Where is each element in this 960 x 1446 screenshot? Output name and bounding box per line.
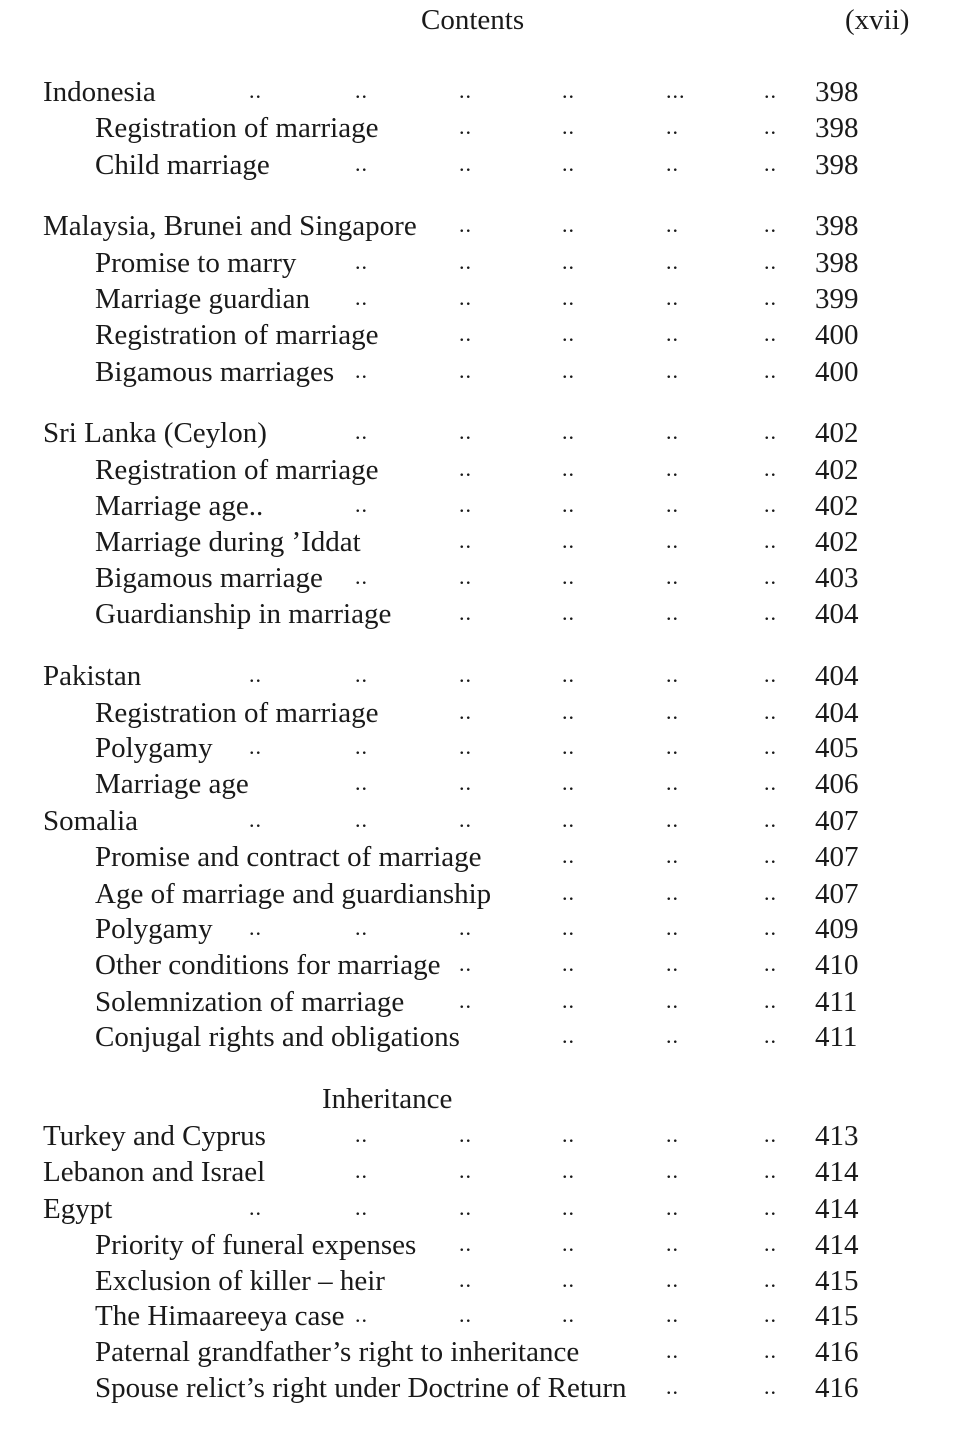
leader-dots: ..	[562, 600, 575, 625]
leader-dots: ..	[666, 492, 679, 517]
toc-entry-label: Polygamy	[95, 913, 213, 945]
toc-entry-label: Promise and contract of marriage	[95, 841, 482, 873]
toc-subentry	[0, 283, 960, 319]
leader-dots: ..	[459, 600, 472, 625]
leader-dots: ..	[459, 1158, 472, 1183]
toc-entry-label: Promise to marry	[95, 247, 297, 279]
leader-dots: ..	[459, 456, 472, 481]
leader-dots: ..	[355, 734, 368, 759]
toc-subentry	[0, 598, 960, 634]
leader-dots: ..	[666, 1023, 679, 1048]
toc-entry-label: Solemnization of marriage	[95, 986, 405, 1018]
toc-entry-page: 410	[815, 949, 859, 981]
leader-dots: ..	[562, 1195, 575, 1220]
toc-subentry	[0, 986, 960, 1022]
leader-dots: ..	[249, 78, 262, 103]
leader-dots: ..	[562, 662, 575, 687]
leader-dots: ..	[764, 988, 777, 1013]
toc-entry-page: 403	[815, 562, 859, 594]
toc-entry-page: 407	[815, 878, 859, 910]
leader-dots: ..	[764, 600, 777, 625]
leader-dots: ..	[764, 880, 777, 905]
leader-dots: ..	[764, 249, 777, 274]
leader-dots: ..	[459, 78, 472, 103]
leader-dots: ..	[562, 151, 575, 176]
leader-dots: ..	[666, 212, 679, 237]
toc-entry	[0, 76, 960, 112]
leader-dots: ..	[666, 564, 679, 589]
toc-subentry	[0, 356, 960, 392]
leader-dots: ..	[355, 662, 368, 687]
toc-entry-page: 409	[815, 913, 859, 945]
toc-entry	[0, 1120, 960, 1156]
toc-entry-page: 400	[815, 356, 859, 388]
leader-dots: ..	[764, 770, 777, 795]
leader-dots: ..	[666, 770, 679, 795]
toc-entry-label: Marriage during ’Iddat	[95, 526, 361, 558]
toc-entry-page: 415	[815, 1300, 859, 1332]
leader-dots: ..	[666, 988, 679, 1013]
leader-dots: ..	[666, 734, 679, 759]
leader-dots: ..	[562, 1122, 575, 1147]
leader-dots: ..	[764, 528, 777, 553]
toc-entry-page: 411	[815, 986, 858, 1018]
leader-dots: ..	[764, 212, 777, 237]
leader-dots: ..	[459, 1267, 472, 1292]
leader-dots: ..	[562, 734, 575, 759]
toc-entry-label: Marriage age..	[95, 490, 264, 522]
toc-subentry	[0, 732, 960, 768]
leader-dots: ..	[459, 734, 472, 759]
leader-dots: ..	[764, 358, 777, 383]
leader-dots: ..	[355, 1302, 368, 1327]
toc-entry-label: Lebanon and Israel	[43, 1156, 266, 1188]
toc-entry-label: Polygamy	[95, 732, 213, 764]
leader-dots: ..	[764, 151, 777, 176]
leader-dots: ..	[666, 807, 679, 832]
toc-entry-label: Other conditions for marriage	[95, 949, 441, 981]
leader-dots: ..	[249, 734, 262, 759]
leader-dots: ..	[355, 807, 368, 832]
leader-dots: ..	[459, 1122, 472, 1147]
leader-dots: ..	[249, 662, 262, 687]
toc-subentry	[0, 1300, 960, 1336]
leader-dots: ..	[459, 114, 472, 139]
leader-dots: ..	[764, 285, 777, 310]
page-header	[0, 0, 960, 40]
toc-subentry	[0, 1372, 960, 1408]
leader-dots: ..	[666, 249, 679, 274]
leader-dots: ..	[666, 699, 679, 724]
toc-entry-page: 414	[815, 1193, 859, 1225]
leader-dots: ..	[764, 492, 777, 517]
leader-dots: ..	[764, 419, 777, 444]
leader-dots: ..	[562, 1267, 575, 1292]
leader-dots: ..	[666, 1374, 679, 1399]
leader-dots: ..	[459, 915, 472, 940]
leader-dots: ..	[666, 1267, 679, 1292]
page-number: (xvii)	[845, 4, 910, 36]
toc-entry-label: Spouse relict’s right under Doctrine of Return	[95, 1372, 627, 1404]
leader-dots: ..	[249, 807, 262, 832]
leader-dots: ..	[764, 843, 777, 868]
toc-subentry	[0, 490, 960, 526]
leader-dots: ..	[355, 915, 368, 940]
toc-entry-label: Bigamous marriage	[95, 562, 323, 594]
leader-dots: ..	[666, 321, 679, 346]
toc-entry-label: Marriage age	[95, 768, 249, 800]
leader-dots: ..	[355, 1195, 368, 1220]
toc-subentry	[0, 878, 960, 914]
toc-entry-page: 416	[815, 1336, 859, 1368]
leader-dots: ..	[764, 1231, 777, 1256]
section-heading-inheritance: Inheritance	[322, 1083, 453, 1115]
leader-dots: ..	[764, 951, 777, 976]
leader-dots: ..	[459, 249, 472, 274]
leader-dots: ..	[459, 419, 472, 444]
leader-dots: ..	[562, 249, 575, 274]
leader-dots: ..	[562, 528, 575, 553]
leader-dots: ..	[764, 662, 777, 687]
leader-dots: ..	[764, 915, 777, 940]
leader-dots: ..	[764, 807, 777, 832]
toc-entry-label: Child marriage	[95, 149, 270, 181]
toc-subentry	[0, 768, 960, 804]
toc-entry-page: 398	[815, 210, 859, 242]
toc-subentry	[0, 247, 960, 283]
toc-entry-label: Priority of funeral expenses	[95, 1229, 417, 1261]
leader-dots: ..	[764, 456, 777, 481]
leader-dots: ..	[459, 699, 472, 724]
toc-entry-label: Somalia	[43, 805, 139, 837]
toc-entry	[0, 805, 960, 841]
leader-dots: ..	[459, 212, 472, 237]
toc-subentry	[0, 1021, 960, 1057]
leader-dots: ..	[459, 358, 472, 383]
toc-entry-page: 414	[815, 1229, 859, 1261]
leader-dots: ..	[666, 419, 679, 444]
leader-dots: ..	[764, 78, 777, 103]
leader-dots: ..	[666, 662, 679, 687]
toc-entry	[0, 1193, 960, 1229]
toc-entry-page: 402	[815, 526, 859, 558]
toc-entry	[0, 210, 960, 246]
leader-dots: ..	[562, 951, 575, 976]
toc-subentry	[0, 949, 960, 985]
leader-dots: ..	[764, 1374, 777, 1399]
toc-entry-page: 414	[815, 1156, 859, 1188]
leader-dots: ..	[459, 1302, 472, 1327]
leader-dots: ..	[666, 456, 679, 481]
toc-entry-label: Guardianship in marriage	[95, 598, 392, 630]
toc-entry-label: Egypt	[43, 1193, 113, 1225]
toc-entry-label: Conjugal rights and obligations	[95, 1021, 460, 1053]
toc-entry	[0, 660, 960, 696]
leader-dots: ..	[764, 734, 777, 759]
toc-entry-label: The Himaareeya case	[95, 1300, 345, 1332]
leader-dots: ..	[459, 151, 472, 176]
leader-dots: ..	[562, 456, 575, 481]
toc-entry-label: Exclusion of killer – heir	[95, 1265, 385, 1297]
leader-dots: ..	[562, 1023, 575, 1048]
leader-dots: ..	[666, 1122, 679, 1147]
leader-dots: ..	[459, 662, 472, 687]
toc-entry-page: 398	[815, 149, 859, 181]
leader-dots: ..	[355, 1122, 368, 1147]
leader-dots: ..	[459, 951, 472, 976]
leader-dots: ..	[355, 151, 368, 176]
leader-dots: ..	[666, 915, 679, 940]
leader-dots: ..	[562, 492, 575, 517]
toc-entry-label: Registration of marriage	[95, 319, 379, 351]
toc-subentry	[0, 454, 960, 490]
toc-entry-label: Indonesia	[43, 76, 156, 108]
toc-entry-page: 404	[815, 697, 859, 729]
leader-dots: ..	[764, 1195, 777, 1220]
leader-dots: ..	[764, 1122, 777, 1147]
leader-dots: ..	[459, 321, 472, 346]
toc-entry-label: Malaysia, Brunei and Singapore	[43, 210, 417, 242]
leader-dots: ..	[562, 988, 575, 1013]
leader-dots: ..	[562, 770, 575, 795]
toc-entry-page: 407	[815, 841, 859, 873]
leader-dots: ..	[562, 1231, 575, 1256]
leader-dots: ...	[666, 78, 686, 103]
leader-dots: ..	[355, 1158, 368, 1183]
toc-subentry	[0, 1336, 960, 1372]
toc-entry-page: 404	[815, 660, 859, 692]
leader-dots: ..	[249, 1195, 262, 1220]
toc-subentry	[0, 149, 960, 185]
leader-dots: ..	[459, 528, 472, 553]
toc-entry-page: 402	[815, 417, 859, 449]
toc-entry-page: 398	[815, 76, 859, 108]
leader-dots: ..	[562, 78, 575, 103]
toc-entry-label: Bigamous marriages	[95, 356, 335, 388]
toc-subentry	[0, 319, 960, 355]
toc-entry-page: 399	[815, 283, 859, 315]
toc-entry	[0, 1156, 960, 1192]
toc-entry-page: 413	[815, 1120, 859, 1152]
leader-dots: ..	[355, 285, 368, 310]
leader-dots: ..	[666, 151, 679, 176]
toc-entry-label: Turkey and Cyprus	[43, 1120, 266, 1152]
toc-entry-page: 398	[815, 247, 859, 279]
leader-dots: ..	[562, 212, 575, 237]
leader-dots: ..	[249, 915, 262, 940]
toc-entry	[0, 417, 960, 453]
toc-entry-label: Registration of marriage	[95, 112, 379, 144]
leader-dots: ..	[666, 880, 679, 905]
leader-dots: ..	[355, 358, 368, 383]
leader-dots: ..	[764, 1023, 777, 1048]
toc-subentry	[0, 841, 960, 877]
leader-dots: ..	[666, 951, 679, 976]
leader-dots: ..	[562, 419, 575, 444]
toc-entry-label: Registration of marriage	[95, 697, 379, 729]
toc-subentry	[0, 562, 960, 598]
toc-entry-page: 400	[815, 319, 859, 351]
leader-dots: ..	[764, 114, 777, 139]
toc-entry-page: 405	[815, 732, 859, 764]
leader-dots: ..	[764, 699, 777, 724]
leader-dots: ..	[355, 564, 368, 589]
leader-dots: ..	[666, 1158, 679, 1183]
leader-dots: ..	[666, 358, 679, 383]
page-title: Contents	[421, 4, 525, 36]
toc-subentry	[0, 112, 960, 148]
leader-dots: ..	[562, 880, 575, 905]
leader-dots: ..	[764, 1267, 777, 1292]
leader-dots: ..	[764, 1302, 777, 1327]
leader-dots: ..	[355, 492, 368, 517]
toc-subentry	[0, 913, 960, 949]
toc-entry-label: Sri Lanka (Ceylon)	[43, 417, 267, 449]
leader-dots: ..	[562, 1158, 575, 1183]
leader-dots: ..	[764, 321, 777, 346]
leader-dots: ..	[355, 249, 368, 274]
leader-dots: ..	[666, 1338, 679, 1363]
toc-entry-label: Pakistan	[43, 660, 142, 692]
leader-dots: ..	[459, 770, 472, 795]
leader-dots: ..	[355, 419, 368, 444]
toc-entry-label: Paternal grandfather’s right to inheritance	[95, 1336, 580, 1368]
toc-entry-page: 402	[815, 454, 859, 486]
leader-dots: ..	[764, 1158, 777, 1183]
leader-dots: ..	[459, 1195, 472, 1220]
toc-entry-page: 416	[815, 1372, 859, 1404]
toc-subentry	[0, 1229, 960, 1265]
leader-dots: ..	[666, 528, 679, 553]
leader-dots: ..	[562, 114, 575, 139]
leader-dots: ..	[764, 564, 777, 589]
leader-dots: ..	[562, 843, 575, 868]
leader-dots: ..	[562, 564, 575, 589]
toc-entry-page: 406	[815, 768, 859, 800]
leader-dots: ..	[764, 1338, 777, 1363]
leader-dots: ..	[355, 78, 368, 103]
leader-dots: ..	[355, 770, 368, 795]
toc-entry-page: 398	[815, 112, 859, 144]
leader-dots: ..	[666, 843, 679, 868]
leader-dots: ..	[562, 358, 575, 383]
toc-subentry	[0, 526, 960, 562]
toc-entry-label: Marriage guardian	[95, 283, 310, 315]
leader-dots: ..	[459, 564, 472, 589]
toc-entry-page: 411	[815, 1021, 858, 1053]
leader-dots: ..	[666, 1195, 679, 1220]
leader-dots: ..	[562, 915, 575, 940]
leader-dots: ..	[562, 1302, 575, 1327]
leader-dots: ..	[666, 114, 679, 139]
leader-dots: ..	[459, 285, 472, 310]
leader-dots: ..	[459, 492, 472, 517]
leader-dots: ..	[666, 285, 679, 310]
leader-dots: ..	[562, 285, 575, 310]
leader-dots: ..	[666, 1231, 679, 1256]
toc-entry-page: 415	[815, 1265, 859, 1297]
leader-dots: ..	[459, 807, 472, 832]
leader-dots: ..	[562, 699, 575, 724]
leader-dots: ..	[459, 988, 472, 1013]
leader-dots: ..	[562, 321, 575, 346]
toc-entry-label: Registration of marriage	[95, 454, 379, 486]
toc-entry-page: 404	[815, 598, 859, 630]
toc-entry-label: Age of marriage and guardianship	[95, 878, 492, 910]
toc-subentry	[0, 697, 960, 733]
leader-dots: ..	[459, 1231, 472, 1256]
leader-dots: ..	[666, 1302, 679, 1327]
leader-dots: ..	[666, 600, 679, 625]
toc-entry-page: 407	[815, 805, 859, 837]
toc-entry-page: 402	[815, 490, 859, 522]
toc-subentry	[0, 1265, 960, 1301]
leader-dots: ..	[562, 807, 575, 832]
